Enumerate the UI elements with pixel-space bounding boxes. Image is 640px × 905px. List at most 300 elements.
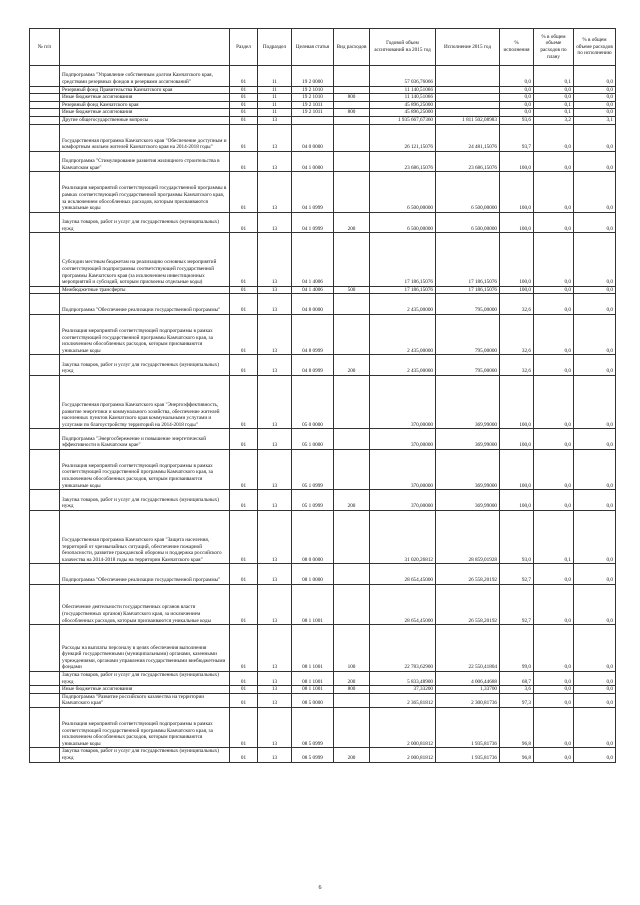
cell-podrazdel: 13 bbox=[258, 625, 292, 672]
cell-fact: 17 186,15076 bbox=[436, 286, 500, 294]
cell-pct-plan: 0,1 bbox=[534, 109, 574, 117]
cell-razdel: 01 bbox=[230, 355, 258, 376]
cell-name: Подпрограмма "Энергосбережение и повышение энергетической эффективности в Камчатском крае" bbox=[60, 429, 230, 450]
cell-num bbox=[30, 584, 60, 624]
cell-target-article: 08 1 1001 bbox=[292, 584, 334, 624]
cell-target-article: 08 1 1001 bbox=[292, 686, 334, 694]
cell-razdel: 01 bbox=[230, 212, 258, 233]
cell-num bbox=[30, 94, 60, 102]
table-row bbox=[30, 124, 616, 151]
cell-podrazdel: 13 bbox=[258, 124, 292, 151]
cell-pct-fact: 0,0 bbox=[574, 66, 616, 87]
cell-pct-plan: 0,0 bbox=[534, 315, 574, 355]
table-row bbox=[30, 449, 616, 489]
cell-pct: 32,6 bbox=[500, 294, 534, 315]
cell-pct: 93,7 bbox=[500, 124, 534, 151]
cell-razdel: 01 bbox=[230, 172, 258, 212]
cell-expense-type: 200 bbox=[334, 748, 370, 762]
cell-num bbox=[30, 86, 60, 94]
cell-podrazdel: 11 bbox=[258, 94, 292, 102]
cell-name: Реализация мероприятий соответствующей подпрограммы в рамках соответствующей государственной программы Камчатского края, за исключением обособленных расходов, которым присваиваются уникальные коды bbox=[60, 708, 230, 748]
cell-plan: 23 686,15076 bbox=[370, 151, 436, 172]
cell-plan: 2 435,00000 bbox=[370, 315, 436, 355]
cell-target-article: 08 1 0000 bbox=[292, 564, 334, 585]
cell-fact: 369,99000 bbox=[436, 449, 500, 489]
cell-fact: 22 550,41804 bbox=[436, 625, 500, 672]
cell-pct: 99,0 bbox=[500, 625, 534, 672]
cell-pct: 32,6 bbox=[500, 355, 534, 376]
cell-expense-type: 800 bbox=[334, 686, 370, 694]
cell-pct-fact: 0,0 bbox=[574, 708, 616, 748]
cell-fact: 1 935,81736 bbox=[436, 708, 500, 748]
cell-expense-type: 200 bbox=[334, 355, 370, 376]
cell-fact bbox=[436, 66, 500, 87]
cell-fact: 4 006,44688 bbox=[436, 672, 500, 686]
cell-razdel: 01 bbox=[230, 510, 258, 563]
cell-pct-plan: 0,0 bbox=[534, 375, 574, 428]
cell-razdel: 01 bbox=[230, 66, 258, 87]
table-row bbox=[30, 172, 616, 212]
cell-razdel: 01 bbox=[230, 286, 258, 294]
cell-target-article: 05 1 0999 bbox=[292, 490, 334, 511]
cell-name: Реализация мероприятий соответствующей государственной программы в рамках соответствующей государственной программы Камчатского края, за исключением обособленных расходов, которым присваиваются уникальные коды bbox=[60, 172, 230, 212]
cell-num bbox=[30, 66, 60, 87]
cell-name: Подпрограмма "Управление собственным долгом Камчатского края, средствами резервных фондов и резервами ассигнований" bbox=[60, 66, 230, 87]
cell-plan: 45 896,25000 bbox=[370, 101, 436, 109]
cell-podrazdel: 13 bbox=[258, 375, 292, 428]
cell-fact: 1 935,81736 bbox=[436, 748, 500, 762]
table-row bbox=[30, 233, 616, 286]
cell-podrazdel: 11 bbox=[258, 101, 292, 109]
cell-razdel: 01 bbox=[230, 564, 258, 585]
cell-num bbox=[30, 693, 60, 707]
cell-name: Иные бюджетные ассигнования bbox=[60, 686, 230, 694]
cell-podrazdel: 11 bbox=[258, 109, 292, 117]
table-row bbox=[30, 375, 616, 428]
cell-pct: 100,0 bbox=[500, 172, 534, 212]
cell-pct-fact: 0,0 bbox=[574, 625, 616, 672]
cell-name: Иные бюджетные ассигнования bbox=[60, 94, 230, 102]
cell-podrazdel: 13 bbox=[258, 172, 292, 212]
cell-razdel: 01 bbox=[230, 625, 258, 672]
cell-num bbox=[30, 151, 60, 172]
cell-pct-fact: 0,0 bbox=[574, 151, 616, 172]
table-header-row bbox=[30, 29, 616, 66]
cell-plan: 370,00000 bbox=[370, 429, 436, 450]
cell-podrazdel: 11 bbox=[258, 66, 292, 87]
table-row bbox=[30, 315, 616, 355]
cell-pct: 92,7 bbox=[500, 584, 534, 624]
cell-pct: 100,0 bbox=[500, 151, 534, 172]
budget-execution-table bbox=[29, 28, 616, 763]
cell-pct-fact: 0,0 bbox=[574, 212, 616, 233]
cell-pct: 0,0 bbox=[500, 101, 534, 109]
cell-expense-type bbox=[334, 151, 370, 172]
cell-pct-fact: 0,0 bbox=[574, 686, 616, 694]
cell-num bbox=[30, 101, 60, 109]
cell-razdel: 01 bbox=[230, 693, 258, 707]
table-row bbox=[30, 286, 616, 294]
cell-pct-plan: 0,0 bbox=[534, 693, 574, 707]
cell-pct-plan: 0,0 bbox=[534, 294, 574, 315]
cell-pct: 0,0 bbox=[500, 66, 534, 87]
cell-name: Резервный фонд Правительства Камчатского края bbox=[60, 86, 230, 94]
cell-num bbox=[30, 124, 60, 151]
cell-name: Реализация мероприятий соответствующей подпрограммы в рамках соответствующей государственной программы Камчатского края, за исключением обособленных расходов, которым присваиваются уникальные коды bbox=[60, 315, 230, 355]
cell-fact: 6 500,00000 bbox=[436, 212, 500, 233]
cell-target-article: 05 1 0999 bbox=[292, 449, 334, 489]
cell-expense-type bbox=[334, 172, 370, 212]
cell-pct-plan: 0,0 bbox=[534, 490, 574, 511]
cell-pct-plan: 3,2 bbox=[534, 117, 574, 125]
cell-pct-fact: 0,0 bbox=[574, 564, 616, 585]
cell-name: Закупка товаров, работ и услуг для государственных (муниципальных) нужд bbox=[60, 212, 230, 233]
cell-plan: 37,33200 bbox=[370, 686, 436, 694]
table-row bbox=[30, 625, 616, 672]
cell-plan: 28 654,45000 bbox=[370, 584, 436, 624]
cell-plan: 2 365,81812 bbox=[370, 693, 436, 707]
header-podrazdel: Подраздел bbox=[258, 29, 292, 66]
cell-pct-plan: 0,0 bbox=[534, 233, 574, 286]
header-pct-plan: % в общем объеме расходов по плану bbox=[534, 29, 574, 66]
cell-pct: 100,0 bbox=[500, 375, 534, 428]
cell-razdel: 01 bbox=[230, 375, 258, 428]
table-row bbox=[30, 490, 616, 511]
cell-pct: 0,0 bbox=[500, 94, 534, 102]
table-row bbox=[30, 686, 616, 694]
cell-pct-fact: 3,1 bbox=[574, 117, 616, 125]
cell-pct-fact: 0,0 bbox=[574, 233, 616, 286]
cell-expense-type bbox=[334, 708, 370, 748]
cell-pct-plan: 0,0 bbox=[534, 584, 574, 624]
cell-target-article: 04 1 0999 bbox=[292, 212, 334, 233]
cell-pct-fact: 0,0 bbox=[574, 315, 616, 355]
cell-plan: 45 896,25000 bbox=[370, 109, 436, 117]
cell-plan: 5 833,48900 bbox=[370, 672, 436, 686]
cell-plan: 17 186,15076 bbox=[370, 286, 436, 294]
cell-target-article: 04 8 0999 bbox=[292, 315, 334, 355]
cell-pct-fact: 0,0 bbox=[574, 672, 616, 686]
cell-pct-plan: 0,0 bbox=[534, 286, 574, 294]
cell-podrazdel: 13 bbox=[258, 212, 292, 233]
cell-razdel: 01 bbox=[230, 294, 258, 315]
header-target-article: Целевая статья bbox=[292, 29, 334, 66]
table-row bbox=[30, 564, 616, 585]
cell-pct-fact: 0,0 bbox=[574, 172, 616, 212]
cell-num bbox=[30, 212, 60, 233]
cell-expense-type: 500 bbox=[334, 286, 370, 294]
cell-expense-type bbox=[334, 101, 370, 109]
cell-name: Государственная программа Камчатского края "Обеспечение доступным и комфортным жильем жителей Камчатского края на 2014-2018 годы" bbox=[60, 124, 230, 151]
cell-num bbox=[30, 286, 60, 294]
cell-podrazdel: 13 bbox=[258, 672, 292, 686]
cell-num bbox=[30, 117, 60, 125]
cell-num bbox=[30, 233, 60, 286]
table-row bbox=[30, 748, 616, 762]
cell-expense-type: 200 bbox=[334, 490, 370, 511]
cell-num bbox=[30, 625, 60, 672]
cell-pct-fact: 0,0 bbox=[574, 449, 616, 489]
cell-expense-type bbox=[334, 564, 370, 585]
header-plan: Годовой объем ассигнований на 2015 год bbox=[370, 29, 436, 66]
cell-num bbox=[30, 172, 60, 212]
cell-pct-fact: 0,0 bbox=[574, 375, 616, 428]
cell-pct-plan: 0,1 bbox=[534, 101, 574, 109]
cell-expense-type bbox=[334, 233, 370, 286]
cell-pct: 100,0 bbox=[500, 490, 534, 511]
cell-podrazdel: 13 bbox=[258, 584, 292, 624]
header-razdel: Раздел bbox=[230, 29, 258, 66]
cell-expense-type: 800 bbox=[334, 94, 370, 102]
cell-expense-type bbox=[334, 294, 370, 315]
cell-fact: 369,99000 bbox=[436, 375, 500, 428]
cell-pct-fact: 0,0 bbox=[574, 748, 616, 762]
cell-num bbox=[30, 510, 60, 563]
cell-target-article: 05 1 0000 bbox=[292, 429, 334, 450]
cell-target-article: 19 2 1011 bbox=[292, 109, 334, 117]
table-row bbox=[30, 294, 616, 315]
cell-podrazdel: 13 bbox=[258, 564, 292, 585]
cell-name: Закупка товаров, работ и услуг для государственных (муниципальных) нужд bbox=[60, 748, 230, 762]
cell-fact: 795,00000 bbox=[436, 315, 500, 355]
table-row bbox=[30, 101, 616, 109]
cell-podrazdel: 13 bbox=[258, 449, 292, 489]
cell-pct-fact: 0,0 bbox=[574, 86, 616, 94]
cell-fact: 24 481,15076 bbox=[436, 124, 500, 151]
cell-fact bbox=[436, 86, 500, 94]
cell-num bbox=[30, 708, 60, 748]
cell-plan: 31 020,26812 bbox=[370, 510, 436, 563]
cell-pct: 100,0 bbox=[500, 429, 534, 450]
cell-name: Обеспечение деятельности государственных органов власти (государственных органов) Камчатского края, за исключением обособленных расходов, которым присваиваются уникальные коды bbox=[60, 584, 230, 624]
cell-expense-type: 800 bbox=[334, 109, 370, 117]
cell-num bbox=[30, 315, 60, 355]
cell-name: Расходы на выплаты персоналу в целях обеспечения выполнения функций государственными (муниципальными) органами, казенными учреждениями, органами управления государственными внебюджетными фондами bbox=[60, 625, 230, 672]
cell-pct-fact: 0,0 bbox=[574, 101, 616, 109]
cell-fact bbox=[436, 109, 500, 117]
table-row bbox=[30, 117, 616, 125]
cell-pct-plan: 0,0 bbox=[534, 212, 574, 233]
cell-razdel: 01 bbox=[230, 124, 258, 151]
table-row bbox=[30, 212, 616, 233]
header-expense-type: Вид расходов bbox=[334, 29, 370, 66]
cell-num bbox=[30, 748, 60, 762]
cell-plan: 2 000,81812 bbox=[370, 708, 436, 748]
cell-pct-plan: 0,1 bbox=[534, 510, 574, 563]
table-row bbox=[30, 584, 616, 624]
cell-target-article: 04 1 0999 bbox=[292, 172, 334, 212]
table-row bbox=[30, 151, 616, 172]
cell-plan: 370,00000 bbox=[370, 375, 436, 428]
table-row bbox=[30, 86, 616, 94]
cell-podrazdel: 13 bbox=[258, 151, 292, 172]
cell-fact bbox=[436, 94, 500, 102]
cell-name: Другие общегосударственные вопросы bbox=[60, 117, 230, 125]
table-row bbox=[30, 355, 616, 376]
cell-name: Подпрограмма "Стимулирование развития жилищного строительства в Камчатском крае" bbox=[60, 151, 230, 172]
cell-name: Подпрограмма "Развитие российского казачества на территории Камчатского края" bbox=[60, 693, 230, 707]
cell-pct-fact: 0,0 bbox=[574, 584, 616, 624]
cell-target-article: 19 2 1011 bbox=[292, 101, 334, 109]
cell-podrazdel: 13 bbox=[258, 355, 292, 376]
cell-name: Иные бюджетные ассигнования bbox=[60, 109, 230, 117]
cell-expense-type: 200 bbox=[334, 672, 370, 686]
cell-name: Государственная программа Камчатского края "Энергоэффективность, развитие энергетики и коммунального хозяйства, обеспечение жителей населенных пунктов Камчатского края коммунальными услугами и услугами по благоустройству территорий на 2014-2018 годы" bbox=[60, 375, 230, 428]
cell-name: Реализация мероприятий соответствующей подпрограммы в рамках соответствующей государственной программы Камчатского края, за исключением обособленных расходов, которым присваиваются уникальные коды bbox=[60, 449, 230, 489]
cell-plan: 6 500,00000 bbox=[370, 172, 436, 212]
cell-plan: 1 935 667,67360 bbox=[370, 117, 436, 125]
cell-pct-plan: 0,1 bbox=[534, 66, 574, 87]
cell-fact: 1,33700 bbox=[436, 686, 500, 694]
cell-pct: 32,6 bbox=[500, 315, 534, 355]
cell-num bbox=[30, 109, 60, 117]
cell-podrazdel: 13 bbox=[258, 315, 292, 355]
cell-pct-plan: 0,0 bbox=[534, 151, 574, 172]
cell-pct: 97,3 bbox=[500, 693, 534, 707]
cell-plan: 2 000,81812 bbox=[370, 748, 436, 762]
cell-fact: 26 558,20192 bbox=[436, 564, 500, 585]
cell-expense-type bbox=[334, 584, 370, 624]
cell-target-article: 04 8 0999 bbox=[292, 355, 334, 376]
cell-num bbox=[30, 564, 60, 585]
cell-podrazdel: 13 bbox=[258, 686, 292, 694]
cell-pct-plan: 0,0 bbox=[534, 625, 574, 672]
cell-target-article: 08 1 1001 bbox=[292, 672, 334, 686]
cell-pct-fact: 0,0 bbox=[574, 510, 616, 563]
cell-num bbox=[30, 294, 60, 315]
cell-pct-fact: 0,0 bbox=[574, 109, 616, 117]
cell-target-article bbox=[292, 117, 334, 125]
cell-target-article: 05 0 0000 bbox=[292, 375, 334, 428]
cell-target-article: 04 1 4006 bbox=[292, 286, 334, 294]
cell-target-article: 04 0 0000 bbox=[292, 124, 334, 151]
cell-num bbox=[30, 490, 60, 511]
cell-pct: 93,6 bbox=[500, 117, 534, 125]
cell-razdel: 01 bbox=[230, 449, 258, 489]
cell-podrazdel: 13 bbox=[258, 286, 292, 294]
cell-name: Закупка товаров, работ и услуг для государственных (муниципальных) нужд bbox=[60, 355, 230, 376]
header-name bbox=[60, 29, 230, 66]
cell-fact: 26 558,20192 bbox=[436, 584, 500, 624]
cell-pct-fact: 0,0 bbox=[574, 94, 616, 102]
cell-target-article: 08 5 0000 bbox=[292, 693, 334, 707]
cell-pct-fact: 0,0 bbox=[574, 355, 616, 376]
cell-podrazdel: 13 bbox=[258, 117, 292, 125]
cell-plan: 17 186,15076 bbox=[370, 233, 436, 286]
cell-pct-fact: 0,0 bbox=[574, 124, 616, 151]
cell-name: Субсидии местным бюджетам на реализацию основных мероприятий соответствующей подпрограммы соответствующей государственной программы Камчатского края (за исключением инвестиционных мероприятий и субсидий, которым присвоены отдельные коды) bbox=[60, 233, 230, 286]
cell-target-article: 04 1 4006 bbox=[292, 233, 334, 286]
cell-num bbox=[30, 375, 60, 428]
table-row bbox=[30, 672, 616, 686]
cell-pct: 92,7 bbox=[500, 564, 534, 585]
cell-razdel: 01 bbox=[230, 748, 258, 762]
cell-name: Закупка товаров, работ и услуг для государственных (муниципальных) нужд bbox=[60, 490, 230, 511]
cell-razdel: 01 bbox=[230, 86, 258, 94]
cell-pct-plan: 0,0 bbox=[534, 672, 574, 686]
cell-fact: 795,00000 bbox=[436, 294, 500, 315]
cell-plan: 22 783,62900 bbox=[370, 625, 436, 672]
cell-razdel: 01 bbox=[230, 315, 258, 355]
cell-num bbox=[30, 672, 60, 686]
table-row bbox=[30, 429, 616, 450]
cell-plan: 370,00000 bbox=[370, 490, 436, 511]
cell-razdel: 01 bbox=[230, 672, 258, 686]
cell-pct: 100,0 bbox=[500, 286, 534, 294]
cell-num bbox=[30, 429, 60, 450]
cell-plan: 6 500,00000 bbox=[370, 212, 436, 233]
cell-pct-plan: 0,0 bbox=[534, 708, 574, 748]
header-fact: Исполнение 2015 год bbox=[436, 29, 500, 66]
cell-pct: 100,0 bbox=[500, 449, 534, 489]
cell-fact bbox=[436, 101, 500, 109]
cell-pct-plan: 0,0 bbox=[534, 748, 574, 762]
cell-podrazdel: 13 bbox=[258, 490, 292, 511]
cell-pct-plan: 0,0 bbox=[534, 449, 574, 489]
cell-num bbox=[30, 355, 60, 376]
cell-fact: 28 859,01928 bbox=[436, 510, 500, 563]
cell-podrazdel: 13 bbox=[258, 708, 292, 748]
cell-podrazdel: 11 bbox=[258, 86, 292, 94]
cell-podrazdel: 13 bbox=[258, 510, 292, 563]
header-pct-fact: % в общем объеме расходов по исполнению bbox=[574, 29, 616, 66]
cell-pct: 100,0 bbox=[500, 212, 534, 233]
cell-plan: 11 140,51066 bbox=[370, 86, 436, 94]
cell-razdel: 01 bbox=[230, 708, 258, 748]
cell-target-article: 08 5 0999 bbox=[292, 708, 334, 748]
cell-num bbox=[30, 686, 60, 694]
cell-razdel: 01 bbox=[230, 151, 258, 172]
cell-pct-plan: 0,0 bbox=[534, 564, 574, 585]
cell-pct: 93,0 bbox=[500, 510, 534, 563]
cell-expense-type: 200 bbox=[334, 212, 370, 233]
header-pct: % исполнения bbox=[500, 29, 534, 66]
cell-name: Государственная программа Камчатского края "Защита населения, территорий от чрезвычайных ситуаций, обеспечение пожарной безопасности, развитие гражданской обороны и поддержка российского казачества на 2014-2018 годы на территории Камчатского края" bbox=[60, 510, 230, 563]
cell-target-article: 08 5 0999 bbox=[292, 748, 334, 762]
cell-expense-type bbox=[334, 124, 370, 151]
cell-expense-type bbox=[334, 375, 370, 428]
table-row bbox=[30, 109, 616, 117]
page-number: 6 bbox=[318, 885, 322, 891]
cell-pct-plan: 0,0 bbox=[534, 429, 574, 450]
table-row bbox=[30, 66, 616, 87]
cell-target-article: 19 2 0000 bbox=[292, 66, 334, 87]
cell-expense-type bbox=[334, 510, 370, 563]
cell-name: Резервный фонд Камчатского края bbox=[60, 101, 230, 109]
table-row bbox=[30, 94, 616, 102]
cell-expense-type bbox=[334, 693, 370, 707]
cell-pct: 3,6 bbox=[500, 686, 534, 694]
cell-fact: 369,99000 bbox=[436, 490, 500, 511]
cell-target-article: 08 1 1001 bbox=[292, 625, 334, 672]
cell-razdel: 01 bbox=[230, 101, 258, 109]
cell-name: Закупка товаров, работ и услуг для государственных (муниципальных) нужд bbox=[60, 672, 230, 686]
cell-pct-fact: 0,0 bbox=[574, 693, 616, 707]
cell-pct: 68,7 bbox=[500, 672, 534, 686]
cell-fact: 17 186,15076 bbox=[436, 233, 500, 286]
cell-expense-type bbox=[334, 66, 370, 87]
cell-podrazdel: 13 bbox=[258, 233, 292, 286]
cell-pct-plan: 0,0 bbox=[534, 172, 574, 212]
table-body bbox=[30, 66, 616, 763]
cell-target-article: 19 2 1010 bbox=[292, 94, 334, 102]
cell-razdel: 01 bbox=[230, 117, 258, 125]
cell-pct-plan: 0,0 bbox=[534, 94, 574, 102]
cell-fact: 1 811 502,08983 bbox=[436, 117, 500, 125]
cell-podrazdel: 13 bbox=[258, 294, 292, 315]
cell-plan: 57 036,76066 bbox=[370, 66, 436, 87]
cell-podrazdel: 13 bbox=[258, 429, 292, 450]
